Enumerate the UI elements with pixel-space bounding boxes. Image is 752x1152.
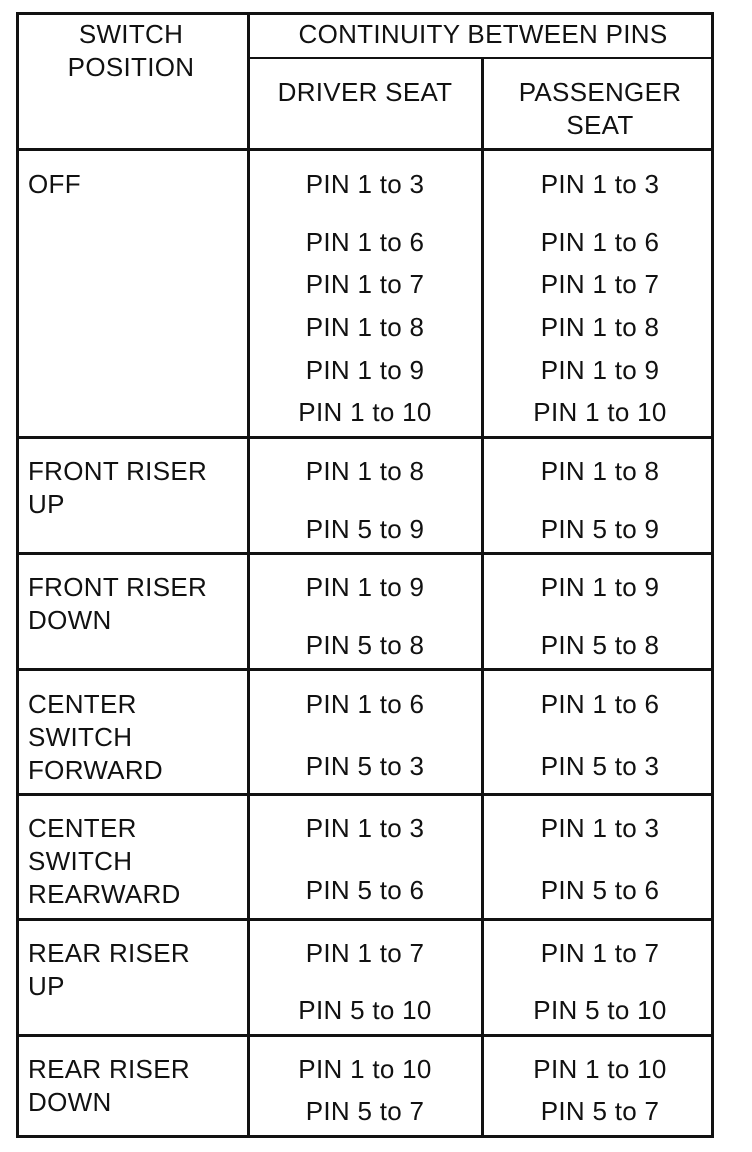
row-divider xyxy=(16,793,714,796)
header-bottom-rule xyxy=(16,148,714,151)
driver-pin-pair: PIN 1 to 3 xyxy=(305,169,425,199)
switch-position-front-riser-down: FRONT RISER DOWN xyxy=(28,572,208,635)
passenger-pin-pair: PIN 1 to 9 xyxy=(540,355,660,385)
passenger-pin-pair: PIN 1 to 3 xyxy=(540,813,660,843)
driver-pin-pair: PIN 1 to 6 xyxy=(305,227,425,257)
switch-position-rear-riser-up: REAR RISER UP xyxy=(28,938,190,1001)
passenger-pin-pair: PIN 5 to 3 xyxy=(540,751,660,781)
driver-pin-pair: PIN 1 to 3 xyxy=(305,813,425,843)
header-passenger-seat: PASSENGER SEAT xyxy=(518,77,682,140)
header-continuity-between-pins: CONTINUITY BETWEEN PINS xyxy=(298,19,668,49)
driver-pin-pair: PIN 5 to 3 xyxy=(305,751,425,781)
driver-pin-pair: PIN 1 to 8 xyxy=(305,312,425,342)
driver-pin-pair: PIN 1 to 6 xyxy=(305,689,425,719)
switch-position-center-switch-rearward: CENTER SWITCH REARWARD xyxy=(28,813,181,909)
passenger-pin-pair: PIN 1 to 10 xyxy=(533,1054,667,1084)
driver-pin-pair: PIN 5 to 10 xyxy=(298,995,432,1025)
passenger-pin-pair: PIN 5 to 9 xyxy=(540,514,660,544)
driver-pin-pair: PIN 1 to 7 xyxy=(305,938,425,968)
header-subdivider xyxy=(248,57,714,59)
driver-pin-pair: PIN 1 to 7 xyxy=(305,269,425,299)
passenger-pin-pair: PIN 5 to 8 xyxy=(540,630,660,660)
driver-pin-pair: PIN 1 to 10 xyxy=(298,1054,432,1084)
passenger-pin-pair: PIN 5 to 7 xyxy=(540,1096,660,1126)
row-divider xyxy=(16,668,714,671)
header-switch-position: SWITCH POSITION xyxy=(67,19,195,82)
switch-position-front-riser-up: FRONT RISER UP xyxy=(28,456,208,519)
driver-pin-pair: PIN 1 to 9 xyxy=(305,572,425,602)
passenger-pin-pair: PIN 5 to 10 xyxy=(533,995,667,1025)
driver-pin-pair: PIN 1 to 9 xyxy=(305,355,425,385)
passenger-pin-pair: PIN 1 to 3 xyxy=(540,169,660,199)
passenger-pin-pair: PIN 1 to 8 xyxy=(540,456,660,486)
passenger-pin-pair: PIN 1 to 7 xyxy=(540,938,660,968)
switch-position-rear-riser-down: REAR RISER DOWN xyxy=(28,1054,190,1117)
passenger-pin-pair: PIN 1 to 8 xyxy=(540,312,660,342)
column-divider-position xyxy=(247,12,250,1138)
row-divider xyxy=(16,436,714,439)
driver-pin-pair: PIN 1 to 10 xyxy=(298,397,432,427)
driver-pin-pair: PIN 5 to 7 xyxy=(305,1096,425,1126)
driver-pin-pair: PIN 1 to 8 xyxy=(305,456,425,486)
passenger-pin-pair: PIN 1 to 6 xyxy=(540,689,660,719)
column-divider-seats xyxy=(481,58,484,1138)
row-divider xyxy=(16,552,714,555)
passenger-pin-pair: PIN 1 to 9 xyxy=(540,572,660,602)
switch-position-center-switch-forward: CENTER SWITCH FORWARD xyxy=(28,689,163,785)
passenger-pin-pair: PIN 5 to 6 xyxy=(540,875,660,905)
passenger-pin-pair: PIN 1 to 6 xyxy=(540,227,660,257)
row-divider xyxy=(16,918,714,921)
driver-pin-pair: PIN 5 to 8 xyxy=(305,630,425,660)
passenger-pin-pair: PIN 1 to 10 xyxy=(533,397,667,427)
driver-pin-pair: PIN 5 to 6 xyxy=(305,875,425,905)
row-divider xyxy=(16,1034,714,1037)
header-driver-seat: DRIVER SEAT xyxy=(277,77,453,107)
passenger-pin-pair: PIN 1 to 7 xyxy=(540,269,660,299)
driver-pin-pair: PIN 5 to 9 xyxy=(305,514,425,544)
switch-position-off: OFF xyxy=(28,169,81,199)
